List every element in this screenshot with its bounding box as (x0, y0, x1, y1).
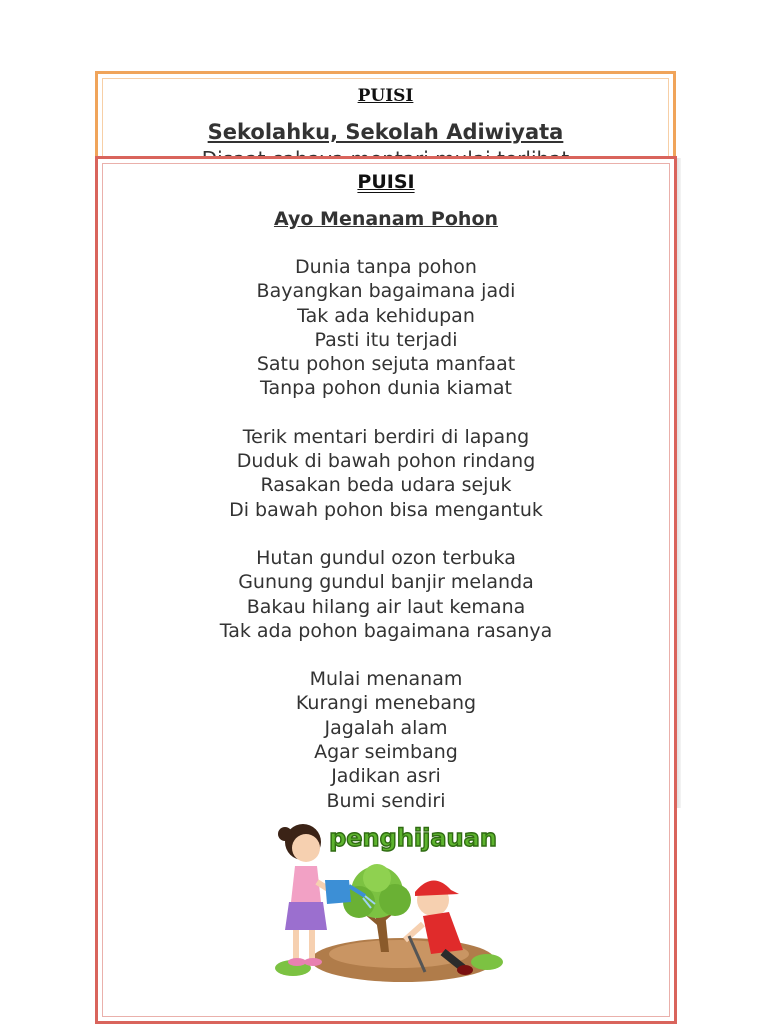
poem-line: Jagalah alam (324, 716, 448, 739)
poem-line: Tak ada pohon bagaimana rasanya (219, 619, 553, 642)
poem-line: Duduk di bawah pohon rindang (236, 450, 536, 473)
poem-stanza (98, 425, 674, 522)
poem-line: Kurangi menebang (295, 692, 477, 715)
poem-body (98, 255, 674, 837)
poem-line: Agar seimbang (314, 741, 458, 764)
poem-line: Hutan gundul ozon terbuka (256, 546, 516, 569)
poem-stanza (98, 546, 674, 643)
poem-line: Bumi sendiri (326, 789, 446, 812)
poem-line: Tak ada kehidupan (297, 304, 475, 327)
poem-line: Tanpa pohon dunia kiamat (260, 377, 512, 400)
poem-line: Satu pohon sejuta manfaat (256, 353, 516, 376)
poem-line: Di bawah pohon bisa mengantuk (229, 498, 543, 521)
poem-title: Ayo Menanam Pohon (273, 208, 499, 230)
poem-line: Bayangkan bagaimana jadi (256, 280, 516, 303)
front-page-label: PUISI (357, 171, 415, 193)
poem-line: Pasti itu terjadi (314, 328, 458, 351)
back-page-title: Sekolahku, Sekolah Adiwiyata (207, 120, 564, 144)
poem-stanza (98, 667, 674, 813)
penghijauan-logo: penghijauan (329, 824, 497, 852)
back-page-label: PUISI (357, 86, 414, 106)
poem-line: Gunung gundul banjir melanda (238, 571, 534, 594)
poem-line: Jadikan asri (331, 765, 441, 788)
poem-line: Mulai menanam (309, 668, 463, 691)
poem-line: Rasakan beda udara sejuk (260, 474, 512, 497)
penghijauan-illustration (273, 812, 505, 990)
poem-line: Dunia tanpa pohon (295, 256, 477, 278)
poem-line: Terik mentari berdiri di lapang (242, 425, 530, 448)
poem-line: Bakau hilang air laut kemana (246, 595, 526, 618)
poem-stanza (98, 255, 674, 401)
